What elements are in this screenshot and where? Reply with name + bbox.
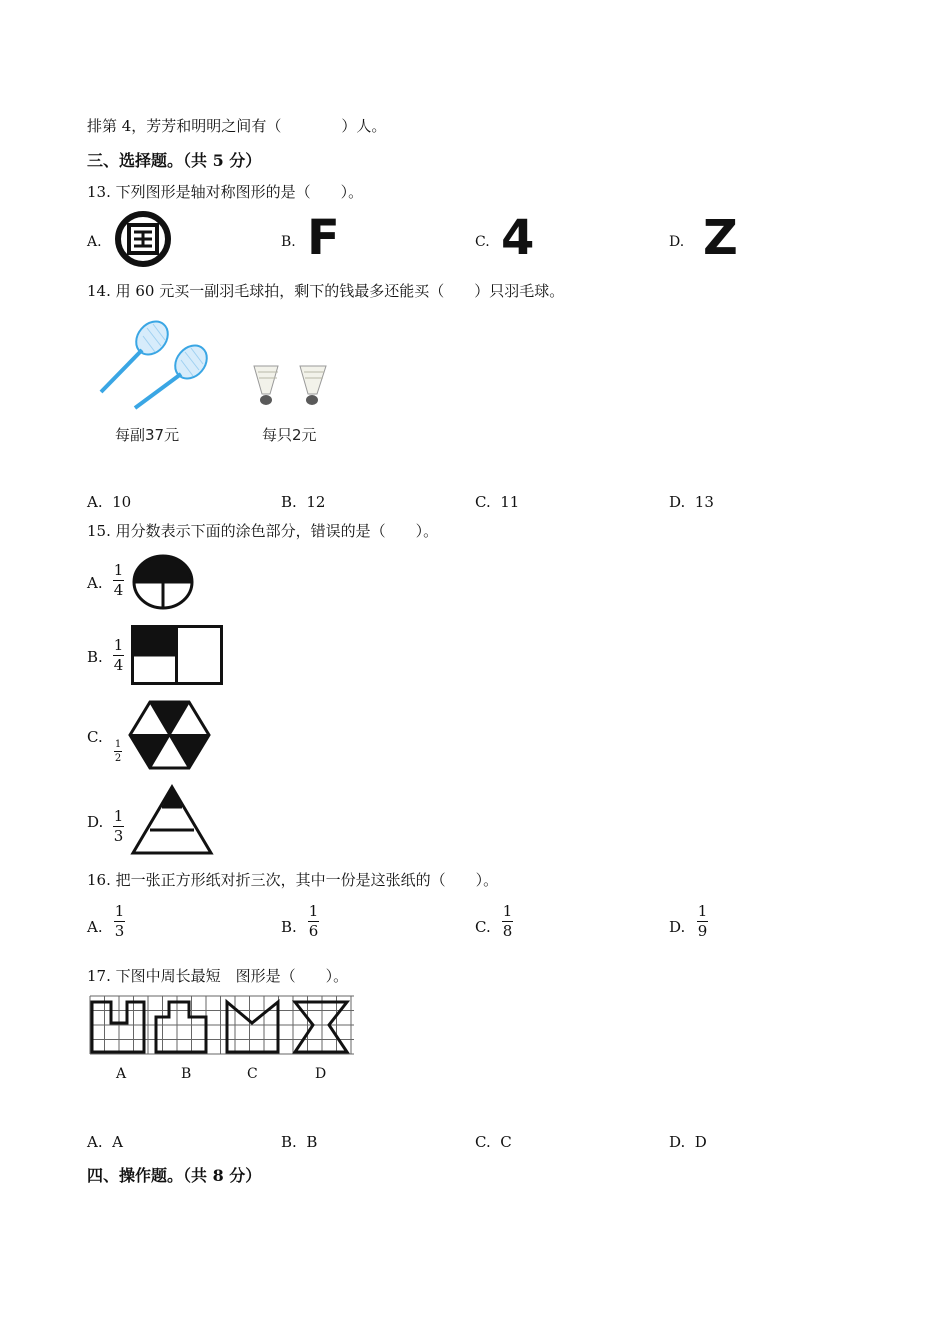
- q17-grid-label-c: C: [247, 1066, 258, 1082]
- denominator: 4: [113, 656, 124, 674]
- q16-label-a: A.: [87, 918, 103, 936]
- numerator: 1: [113, 561, 124, 579]
- racket-price-caption: 每副37元: [115, 426, 180, 444]
- q16-fraction-c: [502, 903, 513, 940]
- q14-option-a: A. 10: [87, 493, 132, 511]
- intro-tail-text: 排第 4，芳芳和明明之间有（ ）人。: [87, 117, 387, 135]
- q15-fraction-a: [113, 562, 124, 599]
- numerator: 1: [114, 739, 122, 750]
- q13-label-a: A.: [87, 234, 102, 250]
- q13-label-c: C.: [475, 234, 490, 250]
- q17-grid-label-d: D: [315, 1066, 327, 1082]
- q13-bank-logo-icon: [114, 212, 174, 266]
- q15-circle-quarters-figure: [132, 553, 194, 611]
- q13-label-d: D.: [669, 234, 685, 250]
- q16-fraction-b: [308, 903, 319, 940]
- numerator: 1: [113, 636, 124, 654]
- q15-hexagon-figure: [128, 700, 212, 770]
- q15-label-b: B.: [87, 648, 103, 666]
- q15-label-a: A.: [87, 574, 103, 592]
- badminton-racket-icon: [95, 318, 220, 414]
- q15-triangle-figure: [131, 785, 213, 855]
- q14-question: 14. 用 60 元买一副羽毛球拍，剩下的钱最多还能买（ ）只羽毛球。: [87, 282, 565, 300]
- q15-fraction-c: [114, 739, 122, 764]
- q14-option-b: B. 12: [281, 493, 326, 511]
- q13-glyph-c: 4: [501, 210, 535, 266]
- denominator: 9: [697, 922, 708, 940]
- q16-fraction-a: [114, 903, 125, 940]
- q15-rectangle-figure: [131, 625, 223, 685]
- q13-glyph-b: F: [307, 210, 340, 266]
- denominator: 6: [308, 922, 319, 940]
- q17-option-c: C. C: [475, 1133, 512, 1151]
- q15-fraction-b: [113, 637, 124, 674]
- q13-question: 13. 下列图形是轴对称图形的是（ ）。: [87, 183, 364, 201]
- q15-label-d: D.: [87, 813, 104, 831]
- shuttlecock-icon: [250, 364, 332, 408]
- denominator: 2: [114, 753, 122, 764]
- denominator: 3: [113, 827, 124, 845]
- q17-option-a: A. A: [87, 1133, 123, 1151]
- denominator: 4: [113, 581, 124, 599]
- q14-option-c: C. 11: [475, 493, 520, 511]
- q16-fraction-d: [697, 903, 708, 940]
- numerator: 1: [697, 902, 708, 920]
- q17-option-d: D. D: [669, 1133, 707, 1151]
- denominator: 3: [114, 922, 125, 940]
- numerator: 1: [114, 902, 125, 920]
- q16-label-b: B.: [281, 918, 297, 936]
- q17-grid-label-a: A: [116, 1066, 127, 1082]
- q16-label-d: D.: [669, 918, 686, 936]
- q14-option-d: D. 13: [669, 493, 714, 511]
- q15-question: 15. 用分数表示下面的涂色部分，错误的是（ ）。: [87, 522, 439, 540]
- section-4-heading: 四、操作题。（共 8 分）: [87, 1166, 262, 1185]
- q15-label-c: C.: [87, 728, 103, 746]
- numerator: 1: [502, 902, 513, 920]
- q17-grid-label-b: B: [181, 1066, 192, 1082]
- numerator: 1: [113, 807, 124, 825]
- q17-question: 17. 下图中周长最短 图形是（ ）。: [87, 967, 349, 985]
- q13-label-b: B.: [281, 234, 296, 250]
- shuttle-price-caption: 每只2元: [262, 426, 317, 444]
- q13-glyph-d: Z: [703, 210, 738, 266]
- denominator: 8: [502, 922, 513, 940]
- q16-question: 16. 把一张正方形纸对折三次，其中一份是这张纸的（ ）。: [87, 871, 499, 889]
- q15-fraction-d: [113, 808, 124, 845]
- q17-option-b: B. B: [281, 1133, 318, 1151]
- numerator: 1: [308, 902, 319, 920]
- section-3-heading: 三、选择题。（共 5 分）: [87, 151, 262, 170]
- q17-grid-shapes-figure: [89, 995, 355, 1059]
- q16-label-c: C.: [475, 918, 491, 936]
